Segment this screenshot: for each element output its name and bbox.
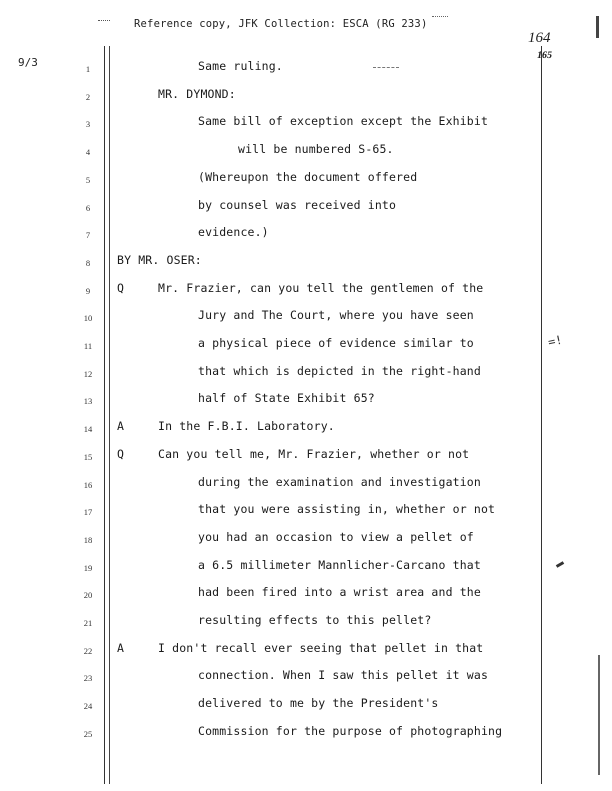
line-number: 4	[85, 147, 91, 158]
line-number: 10	[83, 313, 93, 324]
line-text: Same ruling.	[198, 59, 283, 73]
line-number: 9	[85, 285, 91, 296]
line-number: 17	[83, 507, 93, 518]
line-number: 6	[85, 202, 91, 213]
margin-side-label: 9/3	[18, 56, 38, 69]
line-number: 23	[83, 673, 93, 684]
corner-scribble-mark	[98, 20, 110, 25]
line-text: had been fired into a wrist area and the	[198, 585, 481, 600]
stamped-page-number: 165	[536, 50, 553, 61]
transcript-line	[0, 447, 600, 467]
line-text: Can you tell me, Mr. Frazier, whether or not	[158, 446, 470, 461]
header-scribble-mark	[432, 16, 448, 20]
line-text: will be numbered S-65.	[238, 142, 394, 157]
line-number: 25	[83, 728, 93, 739]
transcript-line	[0, 696, 600, 716]
line-text: Same bill of exception except the Exhibit	[198, 114, 489, 129]
transcript-line	[0, 502, 600, 522]
line-number: 22	[83, 645, 93, 656]
line-text: a physical piece of evidence similar to	[198, 336, 474, 350]
line-number: 18	[83, 534, 93, 545]
transcript-line	[0, 530, 600, 550]
question-marker: Q	[117, 280, 124, 295]
line-text: In the F.B.I. Laboratory.	[158, 419, 335, 434]
transcript-line	[0, 253, 600, 273]
line-number: 24	[83, 701, 93, 712]
transcript-line	[0, 142, 600, 162]
line-number: 16	[83, 479, 93, 490]
line-text: (Whereupon the document offered	[198, 169, 418, 184]
line-number: 1	[85, 64, 91, 74]
edge-mark	[596, 16, 599, 38]
transcript-line	[0, 308, 600, 328]
line-text: delivered to me by the President's	[198, 696, 439, 711]
transcript-line	[0, 641, 600, 661]
line-text: evidence.)	[198, 225, 269, 240]
line-number: 7	[85, 230, 91, 241]
transcript-line	[0, 585, 600, 605]
line-number: 8	[85, 257, 91, 268]
transcript-line	[0, 668, 600, 688]
transcript-line	[0, 336, 600, 356]
margin-scribble: =!	[546, 332, 564, 350]
line-text: connection. When I saw this pellet it was	[198, 668, 489, 683]
transcript-line	[0, 475, 600, 495]
transcript-line	[0, 419, 600, 439]
transcript-line	[0, 364, 600, 384]
transcript-line	[0, 613, 600, 633]
line-text: during the examination and investigation	[198, 474, 481, 489]
line-number: 13	[83, 396, 93, 407]
line-text: Mr. Frazier, can you tell the gentlemen of the	[158, 280, 484, 295]
answer-marker: A	[117, 419, 124, 434]
line-text: BY MR. OSER:	[117, 252, 202, 267]
line-text: Jury and The Court, where you have seen	[198, 308, 474, 323]
line-number: 21	[83, 618, 93, 628]
transcript-line	[0, 225, 600, 245]
line-number: 3	[85, 119, 91, 130]
line-text: that which is depicted in the right-hand	[198, 363, 481, 378]
transcript-line	[0, 391, 600, 411]
line-text: half of State Exhibit 65?	[198, 391, 375, 406]
reference-header: Reference copy, JFK Collection: ESCA (RG 233)	[134, 18, 428, 30]
transcript-line	[0, 114, 600, 134]
line-number: 20	[83, 590, 93, 601]
line-number: 11	[83, 341, 93, 351]
transcript-line	[0, 198, 600, 218]
line-text: I don't recall ever seeing that pellet in that	[158, 640, 484, 655]
transcript-line	[0, 170, 600, 190]
line-text: Commission for the purpose of photographing	[198, 723, 503, 738]
transcript-line	[0, 558, 600, 578]
line-number: 12	[83, 368, 93, 379]
line-number: 5	[85, 174, 91, 185]
question-marker: Q	[117, 446, 124, 461]
line-text: resulting effects to this pellet?	[198, 613, 432, 627]
line-number: 2	[85, 91, 91, 102]
transcript-line	[0, 59, 600, 79]
line-text: you had an occasion to view a pellet of	[198, 529, 474, 544]
line-text: MR. DYMOND:	[158, 86, 236, 101]
line-text: that you were assisting in, whether or not	[198, 502, 496, 517]
line-number: 14	[83, 424, 93, 435]
handwritten-page-number: 164	[528, 30, 551, 46]
transcript-line	[0, 87, 600, 107]
transcript-line	[0, 724, 600, 744]
answer-marker: A	[117, 640, 124, 655]
transcript-line	[0, 281, 600, 301]
line-number: 15	[83, 451, 93, 462]
line-text: by counsel was received into	[198, 197, 397, 212]
line-number: 19	[83, 562, 93, 573]
line-text: a 6.5 millimeter Mannlicher-Carcano that	[198, 557, 481, 572]
